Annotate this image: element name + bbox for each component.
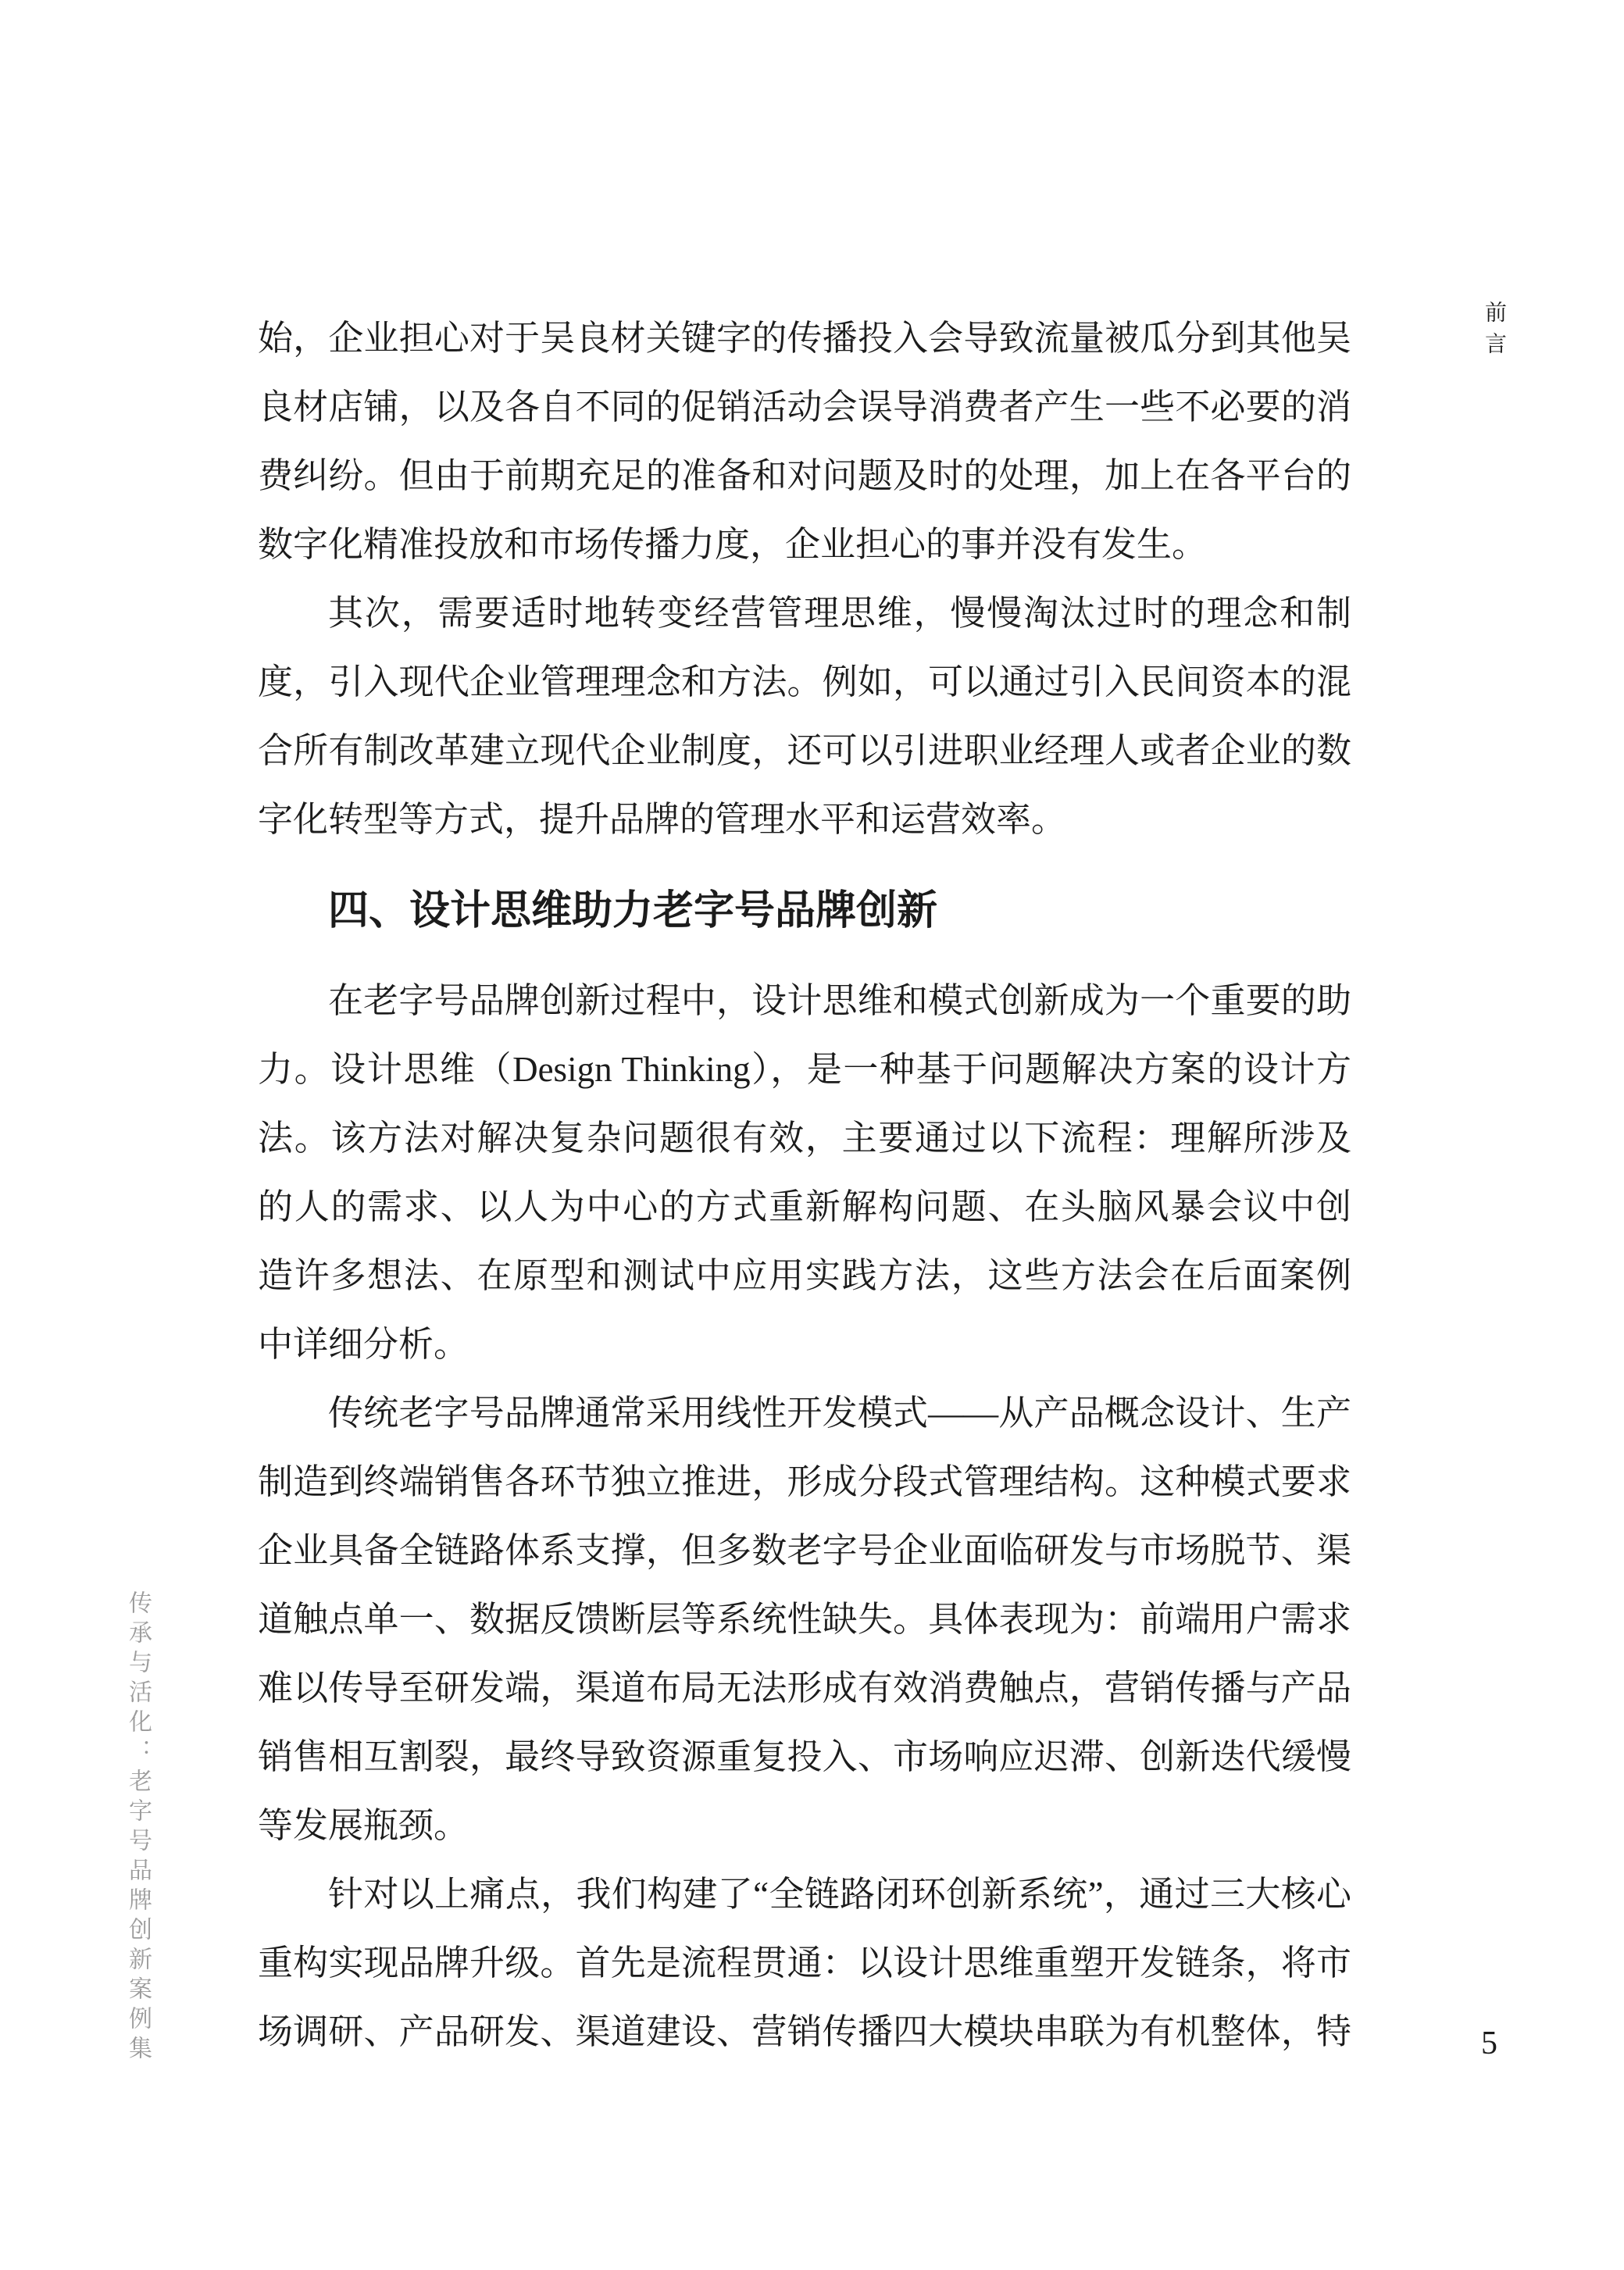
text-block	[258, 304, 1351, 2066]
text-line: 企业具备全链路体系支撑，但多数老字号企业面临研发与市场脱节、渠	[258, 1531, 1351, 1570]
text-line: 始，企业担心对于吴良材关键字的传播投入会导致流量被瓜分到其他吴	[258, 319, 1351, 358]
text-line: 数字化精准投放和市场传播力度，企业担心的事并没有发生。	[258, 525, 1208, 564]
text-line: 等发展瓶颈。	[258, 1806, 469, 1845]
text-line: 法。该方法对解决复杂问题很有效，主要通过以下流程：理解所涉及	[258, 1119, 1351, 1158]
text-line: 其次，需要适时地转变经营管理思维，慢慢淘汰过时的理念和制	[328, 594, 1351, 633]
text-line: 力。设计思维（Design Thinking），是一种基于问题解决方案的设计方	[258, 1050, 1351, 1089]
text-line: 字化转型等方式，提升品牌的管理水平和运营效率。	[258, 800, 1067, 839]
chapter-marker-vertical: 前言	[1482, 301, 1506, 363]
text-line: 场调研、产品研发、渠道建设、营销传播四大模块串联为有机整体，特	[258, 2012, 1351, 2051]
book-title-vertical: 传承与活化：老字号品牌创新案例集	[125, 1590, 151, 2065]
text-line: 度，引入现代企业管理理念和方法。例如，可以通过引入民间资本的混	[258, 662, 1351, 701]
section-heading: 四、设计思维助力老字号品牌创新	[327, 889, 937, 933]
page-number: 5	[1481, 2026, 1497, 2061]
text-line: 良材店铺，以及各自不同的促销活动会误导消费者产生一些不必要的消	[258, 387, 1351, 427]
text-line: 的人的需求、以人为中心的方式重新解构问题、在头脑风暴会议中创	[258, 1187, 1351, 1226]
text-line: 在老字号品牌创新过程中，设计思维和模式创新成为一个重要的助	[328, 981, 1351, 1020]
text-line: 费纠纷。但由于前期充足的准备和对问题及时的处理，加上在各平台的	[258, 456, 1351, 495]
text-line: 中详细分析。	[258, 1325, 469, 1364]
text-line: 传统老字号品牌通常采用线性开发模式——从产品概念设计、生产	[328, 1394, 1351, 1433]
text-line: 难以传导至研发端，渠道布局无法形成有效消费触点，营销传播与产品	[258, 1669, 1351, 1708]
text-line: 制造到终端销售各环节独立推进，形成分段式管理结构。这种模式要求	[258, 1462, 1351, 1501]
text-line: 销售相互割裂，最终导致资源重复投入、市场响应迟滞、创新迭代缓慢	[258, 1737, 1351, 1776]
text-line: 重构实现品牌升级。首先是流程贯通：以设计思维重塑开发链条，将市	[258, 1943, 1351, 1983]
text-line: 造许多想法、在原型和测试中应用实践方法，这些方法会在后面案例	[258, 1256, 1351, 1295]
text-line: 合所有制改革建立现代企业制度，还可以引进职业经理人或者企业的数	[258, 731, 1351, 770]
text-line: 针对以上痛点，我们构建了“全链路闭环创新系统”，通过三大核心	[328, 1875, 1351, 1914]
text-line: 道触点单一、数据反馈断层等系统性缺失。具体表现为：前端用户需求	[258, 1600, 1351, 1639]
